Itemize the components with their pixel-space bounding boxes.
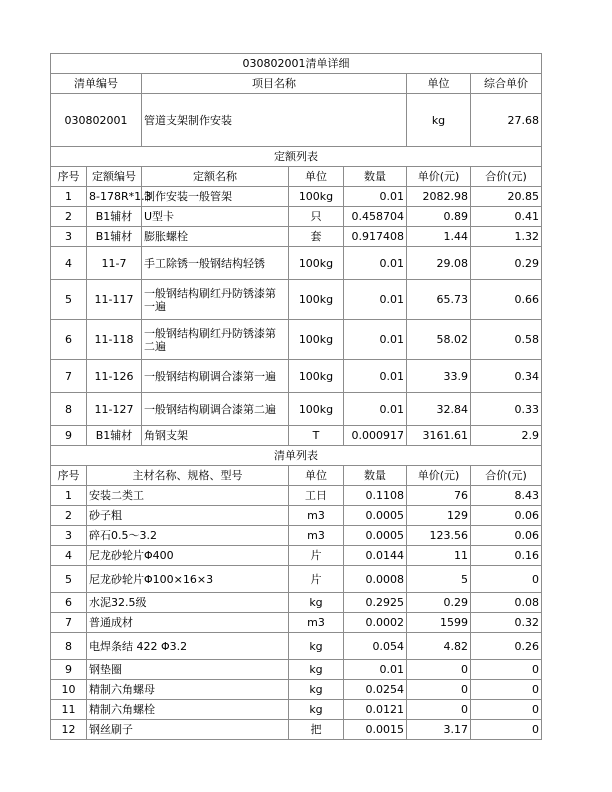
unit: m3 [289,506,344,526]
quota-name: 一般钢结构刷红丹防锈漆第一遍 [142,280,289,320]
quantity: 0.01 [344,393,407,426]
quota-row [51,227,542,247]
unit-price: 32.84 [407,393,471,426]
unit-price: 0 [407,680,471,700]
quota-row [51,393,542,426]
row-number: 5 [51,280,87,320]
row-number: 8 [51,393,87,426]
quantity: 0.0002 [344,613,407,633]
total-price: 0 [471,566,542,593]
unit-price: 0 [407,660,471,680]
row-number: 4 [51,247,87,280]
total-price: 8.43 [471,486,542,506]
quota-name: U型卡 [142,207,289,227]
unit: kg [289,700,344,720]
col-quota-code: 定额编号 [87,167,142,187]
col-no: 序号 [51,466,87,486]
quota-header-row [51,167,542,187]
price-header: 综合单价 [471,74,542,94]
quota-name: 制作安装一般管架 [142,187,289,207]
row-number: 12 [51,720,87,740]
unit: 套 [289,227,344,247]
unit: 片 [289,546,344,566]
unit-price: 3161.61 [407,426,471,446]
row-number: 4 [51,546,87,566]
unit: 100kg [289,393,344,426]
list-row [51,613,542,633]
quota-code: 11-118 [87,320,142,360]
row-number: 3 [51,526,87,546]
quota-code: 11-126 [87,360,142,393]
item-code: 030802001 [51,94,142,147]
col-no: 序号 [51,167,87,187]
total-price: 20.85 [471,187,542,207]
list-row [51,546,542,566]
quantity: 0.0121 [344,700,407,720]
quota-name: 膨胀螺栓 [142,227,289,247]
unit: 把 [289,720,344,740]
unit: 100kg [289,320,344,360]
code-header: 清单编号 [51,74,142,94]
quota-code: 11-117 [87,280,142,320]
unit: kg [289,660,344,680]
quota-code: B1辅材 [87,207,142,227]
unit-price: 3.17 [407,720,471,740]
row-number: 1 [51,486,87,506]
unit-price: 0.29 [407,593,471,613]
row-number: 9 [51,660,87,680]
row-number: 10 [51,680,87,700]
list-row [51,526,542,546]
list-row [51,700,542,720]
unit-price: 76 [407,486,471,506]
quota-code: B1辅材 [87,426,142,446]
unit: kg [289,680,344,700]
unit: 100kg [289,187,344,207]
material-name: 尼龙砂轮片Φ400 [87,546,289,566]
material-name: 普通成材 [87,613,289,633]
quantity: 0.0015 [344,720,407,740]
row-number: 6 [51,593,87,613]
quota-row [51,320,542,360]
quota-row [51,426,542,446]
unit: 100kg [289,247,344,280]
list-row [51,660,542,680]
unit: m3 [289,613,344,633]
quota-row [51,280,542,320]
list-section-title: 清单列表 [51,446,542,466]
quantity: 0.01 [344,247,407,280]
row-number: 7 [51,360,87,393]
quantity: 0.0254 [344,680,407,700]
material-name: 精制六角螺栓 [87,700,289,720]
title-row [51,54,542,74]
quantity: 0.2925 [344,593,407,613]
row-number: 5 [51,566,87,593]
total-price: 0.06 [471,526,542,546]
row-number: 8 [51,633,87,660]
quota-code: 8-178R*1.3 [87,187,142,207]
total-price: 0.33 [471,393,542,426]
row-number: 2 [51,207,87,227]
unit-price: 11 [407,546,471,566]
material-name: 安装二类工 [87,486,289,506]
col-material-name: 主材名称、规格、型号 [87,466,289,486]
quota-row [51,247,542,280]
quantity: 0.458704 [344,207,407,227]
quota-name: 手工除锈一般钢结构轻锈 [142,247,289,280]
total-price: 2.9 [471,426,542,446]
list-row [51,680,542,700]
unit: kg [289,633,344,660]
quantity: 0.054 [344,633,407,660]
unit-price: 1.44 [407,227,471,247]
unit: T [289,426,344,446]
item-price: 27.68 [471,94,542,147]
col-unit: 单位 [289,466,344,486]
quantity: 0.000917 [344,426,407,446]
total-price: 0.26 [471,633,542,660]
quantity: 0.0005 [344,506,407,526]
total-price: 0.66 [471,280,542,320]
bill-detail-table [50,53,542,740]
unit-price: 1599 [407,613,471,633]
col-qty: 数量 [344,167,407,187]
quota-code: 11-127 [87,393,142,426]
quantity: 0.0005 [344,526,407,546]
unit: 100kg [289,360,344,393]
item-row [51,94,542,147]
unit-price: 29.08 [407,247,471,280]
total-price: 0.06 [471,506,542,526]
total-price: 0 [471,700,542,720]
list-section-row [51,446,542,466]
quota-name: 一般钢结构刷红丹防锈漆第二遍 [142,320,289,360]
unit: m3 [289,526,344,546]
quantity: 0.0008 [344,566,407,593]
quantity: 0.01 [344,660,407,680]
col-qty: 数量 [344,466,407,486]
total-price: 0.41 [471,207,542,227]
row-number: 9 [51,426,87,446]
quota-section-row [51,147,542,167]
list-row [51,593,542,613]
quota-section-title: 定额列表 [51,147,542,167]
unit-price: 4.82 [407,633,471,660]
material-name: 水泥32.5级 [87,593,289,613]
unit-price: 129 [407,506,471,526]
row-number: 1 [51,187,87,207]
total-price: 0.29 [471,247,542,280]
material-name: 尼龙砂轮片Φ100×16×3 [87,566,289,593]
list-row [51,486,542,506]
quota-code: 11-7 [87,247,142,280]
material-name: 钢垫圈 [87,660,289,680]
material-name: 砂子粗 [87,506,289,526]
row-number: 6 [51,320,87,360]
quantity: 0.0144 [344,546,407,566]
unit: 只 [289,207,344,227]
unit: kg [289,593,344,613]
unit-price: 5 [407,566,471,593]
row-number: 11 [51,700,87,720]
total-price: 0.58 [471,320,542,360]
quota-row [51,360,542,393]
col-price: 单价(元) [407,466,471,486]
col-price: 单价(元) [407,167,471,187]
row-number: 7 [51,613,87,633]
quantity: 0.01 [344,187,407,207]
total-price: 0.34 [471,360,542,393]
total-price: 0 [471,720,542,740]
unit-price: 58.02 [407,320,471,360]
item-unit: kg [407,94,471,147]
quantity: 0.1108 [344,486,407,506]
quota-name: 角钢支架 [142,426,289,446]
unit-price: 2082.98 [407,187,471,207]
row-number: 3 [51,227,87,247]
unit: 工日 [289,486,344,506]
unit: 100kg [289,280,344,320]
list-row [51,633,542,660]
total-price: 0 [471,660,542,680]
list-row [51,720,542,740]
quota-row [51,187,542,207]
name-header: 项目名称 [142,74,407,94]
list-row [51,566,542,593]
page-title: 030802001清单详细 [51,54,542,74]
item-name: 管道支架制作安装 [142,94,407,147]
col-total: 合价(元) [471,167,542,187]
quota-name: 一般钢结构刷调合漆第一遍 [142,360,289,393]
total-price: 1.32 [471,227,542,247]
item-header-row [51,74,542,94]
quota-row [51,207,542,227]
row-number: 2 [51,506,87,526]
unit-price: 33.9 [407,360,471,393]
unit-price: 123.56 [407,526,471,546]
col-unit: 单位 [289,167,344,187]
quantity: 0.01 [344,320,407,360]
quota-code: B1辅材 [87,227,142,247]
unit-price: 0.89 [407,207,471,227]
material-name: 碎石0.5～3.2 [87,526,289,546]
quota-name: 一般钢结构刷调合漆第二遍 [142,393,289,426]
total-price: 0.08 [471,593,542,613]
list-header-row [51,466,542,486]
material-name: 电焊条结 422 Φ3.2 [87,633,289,660]
total-price: 0.16 [471,546,542,566]
list-row [51,506,542,526]
quantity: 0.01 [344,360,407,393]
quantity: 0.917408 [344,227,407,247]
unit: 片 [289,566,344,593]
material-name: 钢丝刷子 [87,720,289,740]
total-price: 0.32 [471,613,542,633]
quantity: 0.01 [344,280,407,320]
material-name: 精制六角螺母 [87,680,289,700]
total-price: 0 [471,680,542,700]
unit-price: 65.73 [407,280,471,320]
unit-price: 0 [407,700,471,720]
col-quota-name: 定额名称 [142,167,289,187]
unit-header: 单位 [407,74,471,94]
col-total: 合价(元) [471,466,542,486]
